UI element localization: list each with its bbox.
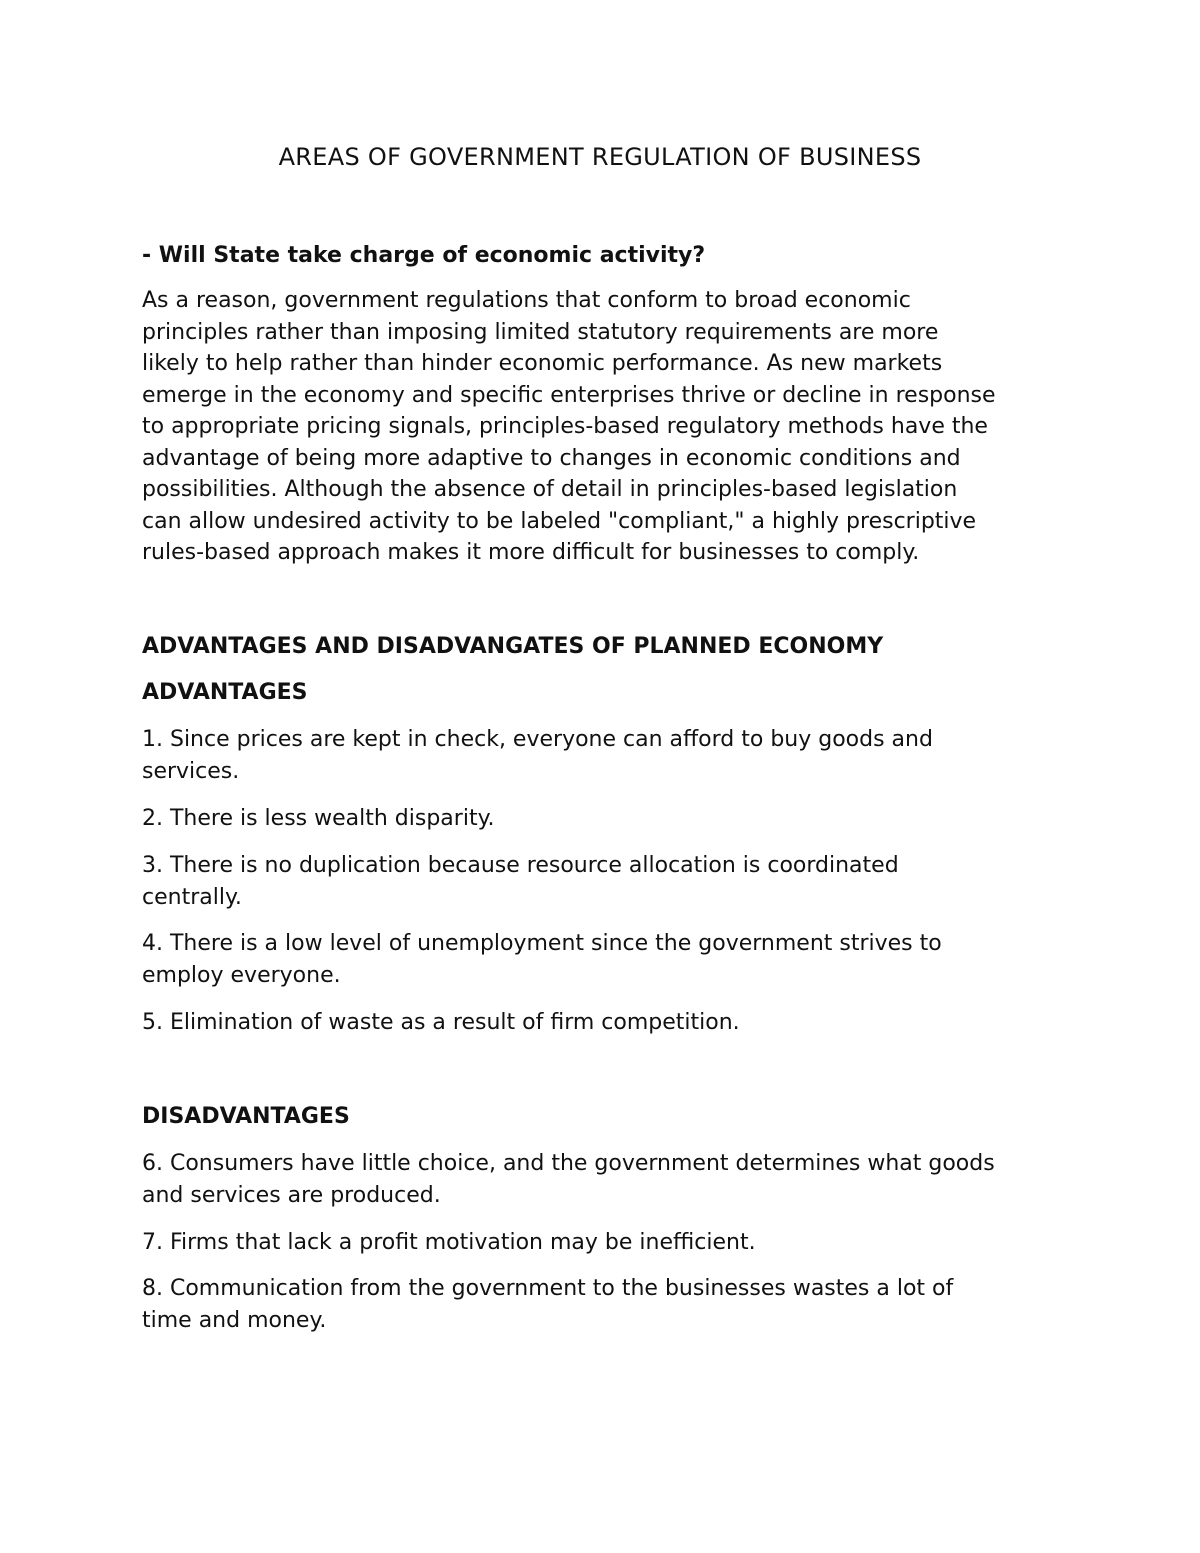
list-item [142,1007,1072,1039]
list-item-line: employ everyone. [142,962,341,988]
advantages-heading: ADVANTAGES [142,680,308,705]
disadvantages-heading: DISADVANTAGES [142,1104,350,1129]
list-item [142,1273,1072,1336]
list-item-line: 6. Consumers have little choice, and the government determines what goods [142,1151,995,1176]
document-title: AREAS OF GOVERNMENT REGULATION OF BUSINESS [278,143,922,171]
list-item-line: centrally. [142,884,242,910]
paragraph-line: As a reason, government regulations that conform to broad economic [142,288,911,313]
paragraph-line: likely to help rather than hinder economic performance. As new markets [142,351,943,376]
list-item-line: 4. There is a low level of unemployment since the government strives to [142,931,942,956]
list-item-line: time and money. [142,1307,327,1333]
list-item-line: 3. There is no duplication because resource allocation is coordinated [142,853,899,878]
paragraph-line: rules-based approach makes it more difficult for businesses to comply. [142,540,920,565]
list-item [142,1148,1072,1211]
paragraph-line: principles rather than imposing limited statutory requirements are more [142,319,939,345]
list-item [142,803,1072,835]
list-item-line: 1. Since prices are kept in check, everyone can afford to buy goods and [142,727,933,752]
question-heading: - Will State take charge of economic activity? [142,243,706,268]
paragraph-line: can allow undesired activity to be labeled "compliant," a highly prescriptive [142,508,977,534]
list-item-line: 2. There is less wealth disparity. [142,806,495,831]
paragraph-line: emerge in the economy and specific enterprises thrive or decline in response [142,382,996,408]
paragraph-line: to appropriate pricing signals, principles-based regulatory methods have the [142,414,988,439]
list-item-line: and services are produced. [142,1182,441,1208]
list-item [142,850,1072,913]
paragraph-line: advantage of being more adaptive to changes in economic conditions and [142,445,961,471]
list-item [142,928,1072,991]
section-heading: ADVANTAGES AND DISADVANGATES OF PLANNED ECONOMY [142,634,884,659]
list-item-line: 8. Communication from the government to the businesses wastes a lot of [142,1276,954,1301]
body-paragraph [142,285,1072,569]
list-item-line: 5. Elimination of waste as a result of firm competition. [142,1010,740,1035]
list-item-line: services. [142,758,240,784]
list-item [142,724,1072,787]
list-item-line: 7. Firms that lack a profit motivation may be inefficient. [142,1230,756,1255]
list-item [142,1227,1072,1259]
paragraph-line: possibilities. Although the absence of detail in principles-based legislation [142,477,958,502]
